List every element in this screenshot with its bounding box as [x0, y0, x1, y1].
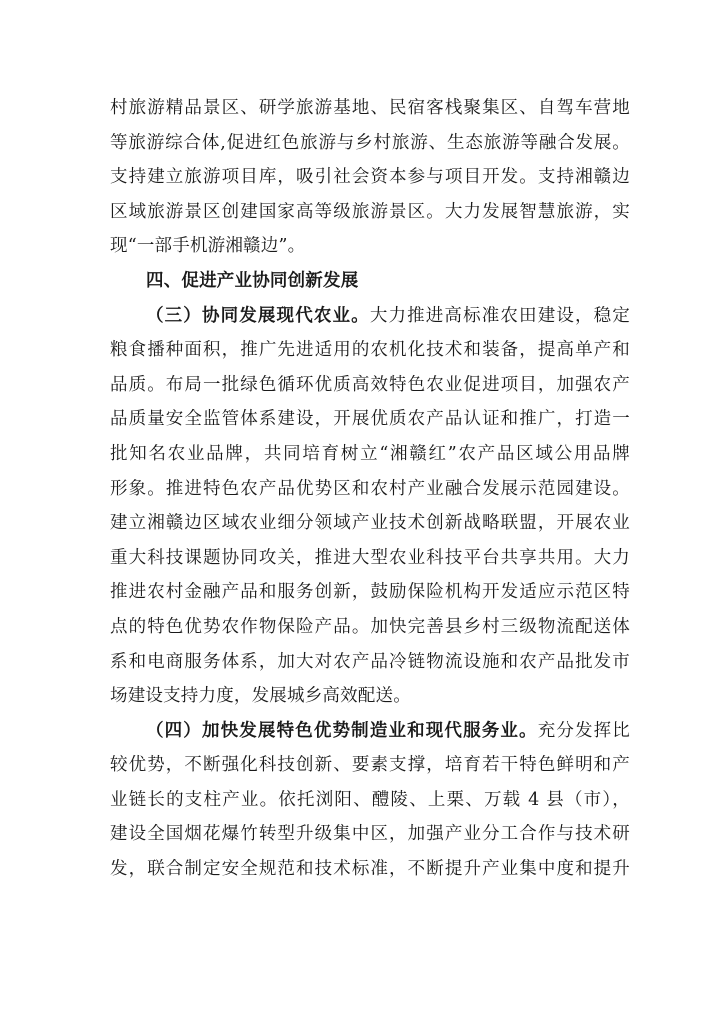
section-heading: 四、促进产业协同创新发展 [146, 270, 359, 291]
text-line: 现“一部手机游湘赣边”。 [110, 236, 306, 257]
text-line: 业链长的支柱产业。依托浏阳、醴陵、上栗、万载 4 县（市）， [110, 789, 630, 810]
text-line: 粮食播种面积，推广先进适用的农机化技术和装备，提高单产和 [110, 340, 630, 361]
text-line: 系和电商服务体系，加大对农产品冷链物流设施和农产品批发市 [110, 651, 630, 672]
text-line: 等旅游综合体,促进红色旅游与乡村旅游、生态旅游等融合发展。 [110, 132, 630, 153]
paragraph-manufacturing [110, 714, 630, 887]
text-line: 品质量安全监管体系建设，开展优质农产品认证和推广，打造一 [110, 409, 630, 430]
text-line: 支持建立旅游项目库，吸引社会资本参与项目开发。支持湘赣边 [110, 167, 630, 188]
paragraph-tourism [110, 91, 630, 264]
text-line: 重大科技课题协同攻关，推进大型农业科技平台共享共用。大力 [110, 547, 630, 568]
text-line: 建设全国烟花爆竹转型升级集中区，加强产业分工合作与技术研 [110, 824, 630, 845]
text-line [110, 299, 630, 334]
text-line: 区域旅游景区创建国家高等级旅游景区。大力发展智慧旅游，实 [110, 201, 630, 222]
text-line: 点的特色优势农作物保险产品。加快完善县乡村三级物流配送体 [110, 616, 630, 637]
paragraph-agriculture [110, 299, 630, 714]
text-line [110, 714, 630, 749]
text-line: 品质。布局一批绿色循环优质高效特色农业促进项目，加强农产 [110, 374, 630, 395]
text-line: 发，联合制定安全规范和技术标准，不断提升产业集中度和提升 [110, 859, 630, 880]
text-line: 建立湘赣边区域农业细分领域产业技术创新战略联盟，开展农业 [110, 513, 630, 534]
subsection-lead: （四）加快发展特色优势制造业和现代服务业。 [146, 720, 538, 741]
text-line: 推进农村金融产品和服务创新，鼓励保险机构开发适应示范区特 [110, 582, 630, 603]
text-line: 较优势，不断强化科技创新、要素支撑，培育若干特色鲜明和产 [110, 755, 630, 776]
text-line: 批知名农业品牌，共同培育树立“湘赣红”农产品区域公用品牌 [110, 443, 630, 464]
text-line: 村旅游精品景区、研学旅游基地、民宿客栈聚集区、自驾车营地 [110, 98, 630, 118]
subsection-lead: （三）协同发展现代农业。 [146, 305, 370, 326]
text-run: 大力推进高标准农田建设，稳定 [369, 305, 630, 326]
document-page [110, 91, 630, 887]
text-run: 充分发挥比 [537, 720, 631, 741]
text-line: 形象。推进特色农产品优势区和农村产业融合发展示范园建设。 [110, 478, 630, 499]
text-line: 场建设支持力度，发展城乡高效配送。 [110, 686, 411, 707]
